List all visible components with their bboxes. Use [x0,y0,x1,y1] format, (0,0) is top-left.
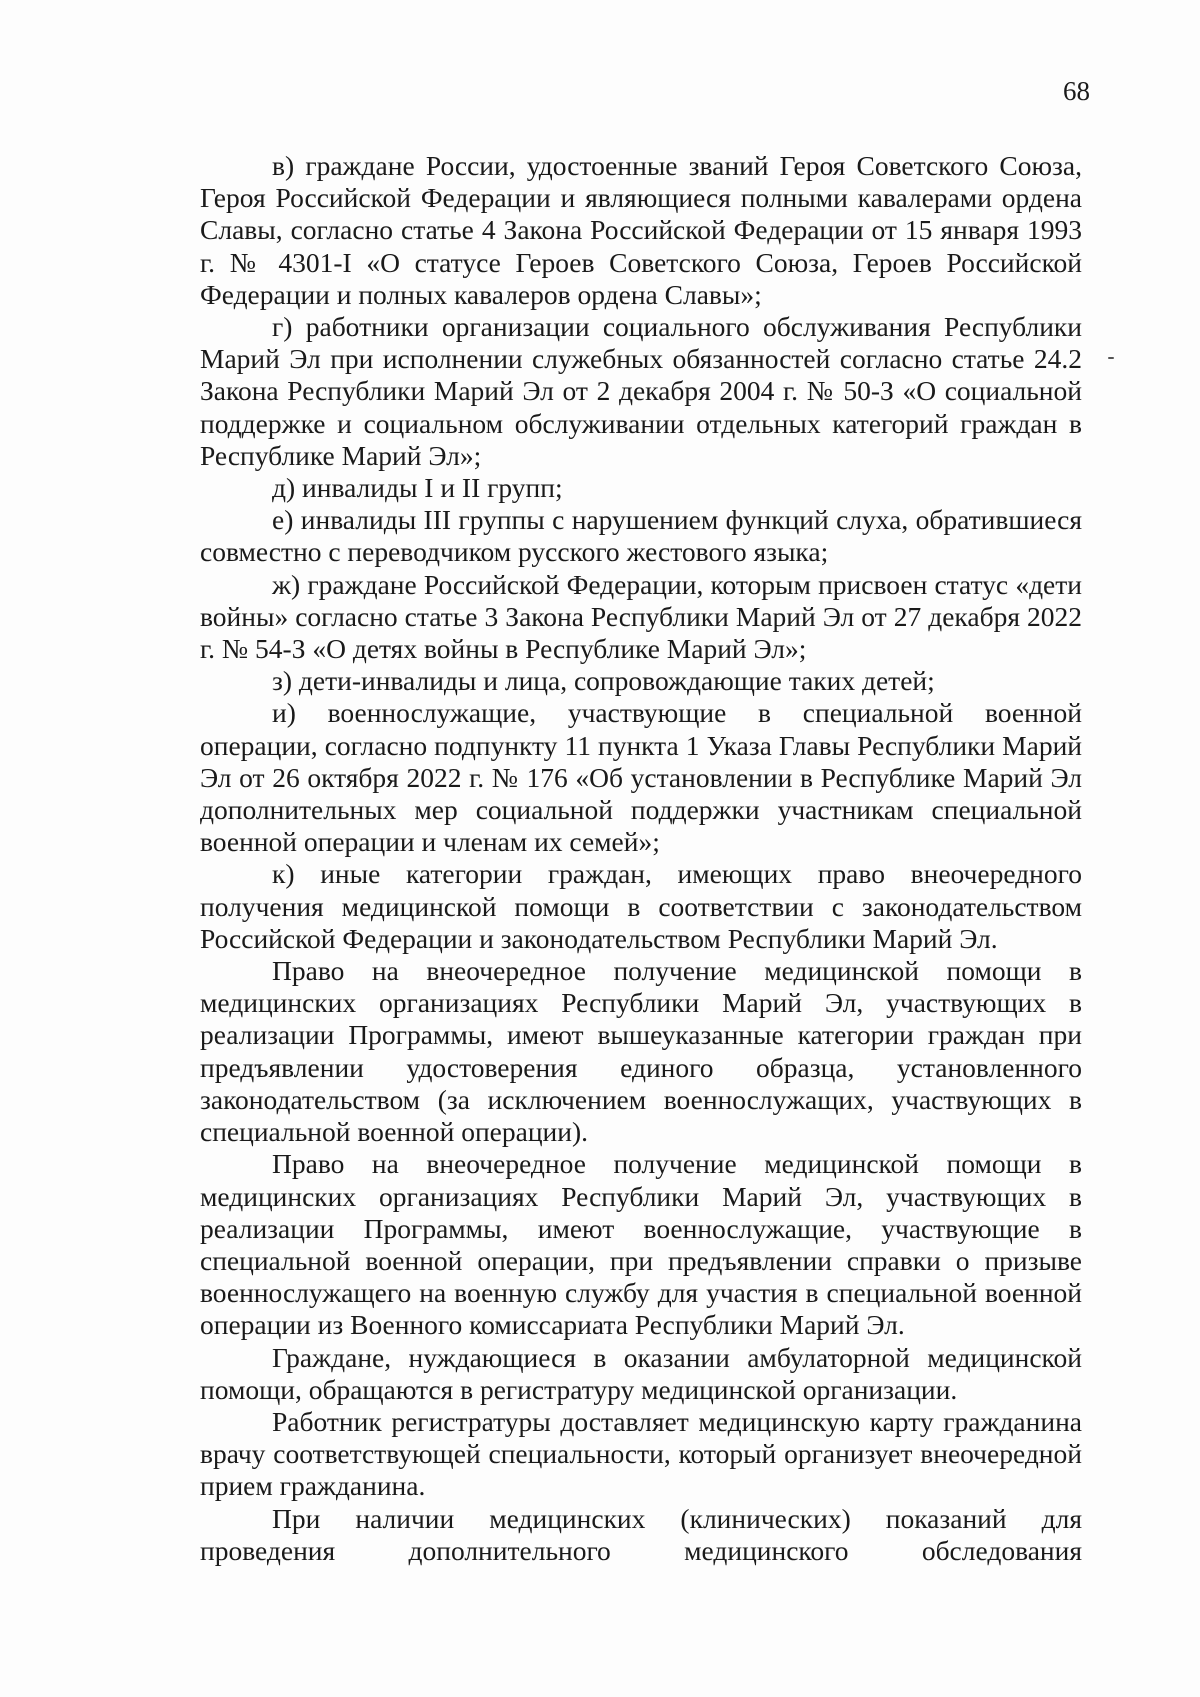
paragraph-item-e: е) инвалиды III группы с нарушением функций слуха, обратившиеся совместно с переводчиком русского жестового языка; [200,504,1082,568]
paragraph-item-i: и) военнослужащие, участвующие в специальной военной операции, согласно подпункту 11 пункта 1 Указа Главы Республики Марий Эл от 26 октября 2022 г. № 176 «Об установлении в Республике Марий Эл дополнительных мер социальной поддержки участникам специальной военной операции и членам их семей»; [200,697,1082,858]
paragraph-clinical-indications: При наличии медицинских (клинических) показаний для проведения дополнительного медицинского обследования [200,1502,1082,1566]
paragraph-right-military: Право на внеочередное получение медицинской помощи в медицинских организациях Республики Марий Эл, участвующих в реализации Программы, имеют военнослужащие, участвующие в специальной военной операции, при предъявлении справки о призыве военнослужащего на военную службу для участия в специальной военной операции из Военного комиссариата Республики Марий Эл. [200,1148,1082,1341]
paragraph-registry-contact: Граждане, нуждающиеся в оказании амбулаторной медицинской помощи, обращаются в регистратуру медицинской организации. [200,1341,1082,1405]
paragraph-item-d: д) инвалиды I и II групп; [272,472,563,504]
paragraph-item-v: в) граждане России, удостоенные званий Героя Советского Союза, Героя Российской Федерации и являющиеся полными кавалерами ордена Славы, согласно статье 4 Закона Российской Федерации от 15 января 1993 г. № 4301-I «О статусе Героев Советского Союза, Героев Российской Федерации и полных кавалеров ордена Славы»; [200,150,1082,310]
paragraph-item-zh: ж) граждане Российской Федерации, которым присвоен статус «дети войны» согласно статье 3 Закона Республики Марий Эл от 27 декабря 2022 г. № 54-З «О детях войны в Республике Марий Эл»; [200,568,1082,665]
document-body [200,150,1082,1567]
paragraph-item-z: з) дети-инвалиды и лица, сопровождающие таких детей; [272,665,935,697]
page-number: 68 [1063,76,1090,106]
scan-mark [1108,357,1114,359]
paragraph-item-k: к) иные категории граждан, имеющих право внеочередного получения медицинской помощи в соответствии с законодательством Российской Федерации и законодательством Республики Марий Эл. [200,858,1082,954]
paragraph-registry-worker: Работник регистратуры доставляет медицинскую карту гражданина врачу соответствующей специальности, который организует внеочередной прием гражданина. [200,1405,1082,1502]
paragraph-item-g: г) работники организации социального обслуживания Республики Марий Эл при исполнении служебных обязанностей согласно статье 24.2 Закона Республики Марий Эл от 2 декабря 2004 г. № 50-З «О социальной поддержке и социальном обслуживании отдельных категорий граждан в Республике Марий Эл»; [200,311,1082,471]
paragraph-right-categories: Право на внеочередное получение медицинской помощи в медицинских организациях Республики Марий Эл, участвующих в реализации Программы, имеют вышеуказанные категории граждан при предъявлении удостоверения единого образца, установленного законодательством (за исключением военнослужащих, участвующих в специальной военной операции). [200,955,1082,1148]
